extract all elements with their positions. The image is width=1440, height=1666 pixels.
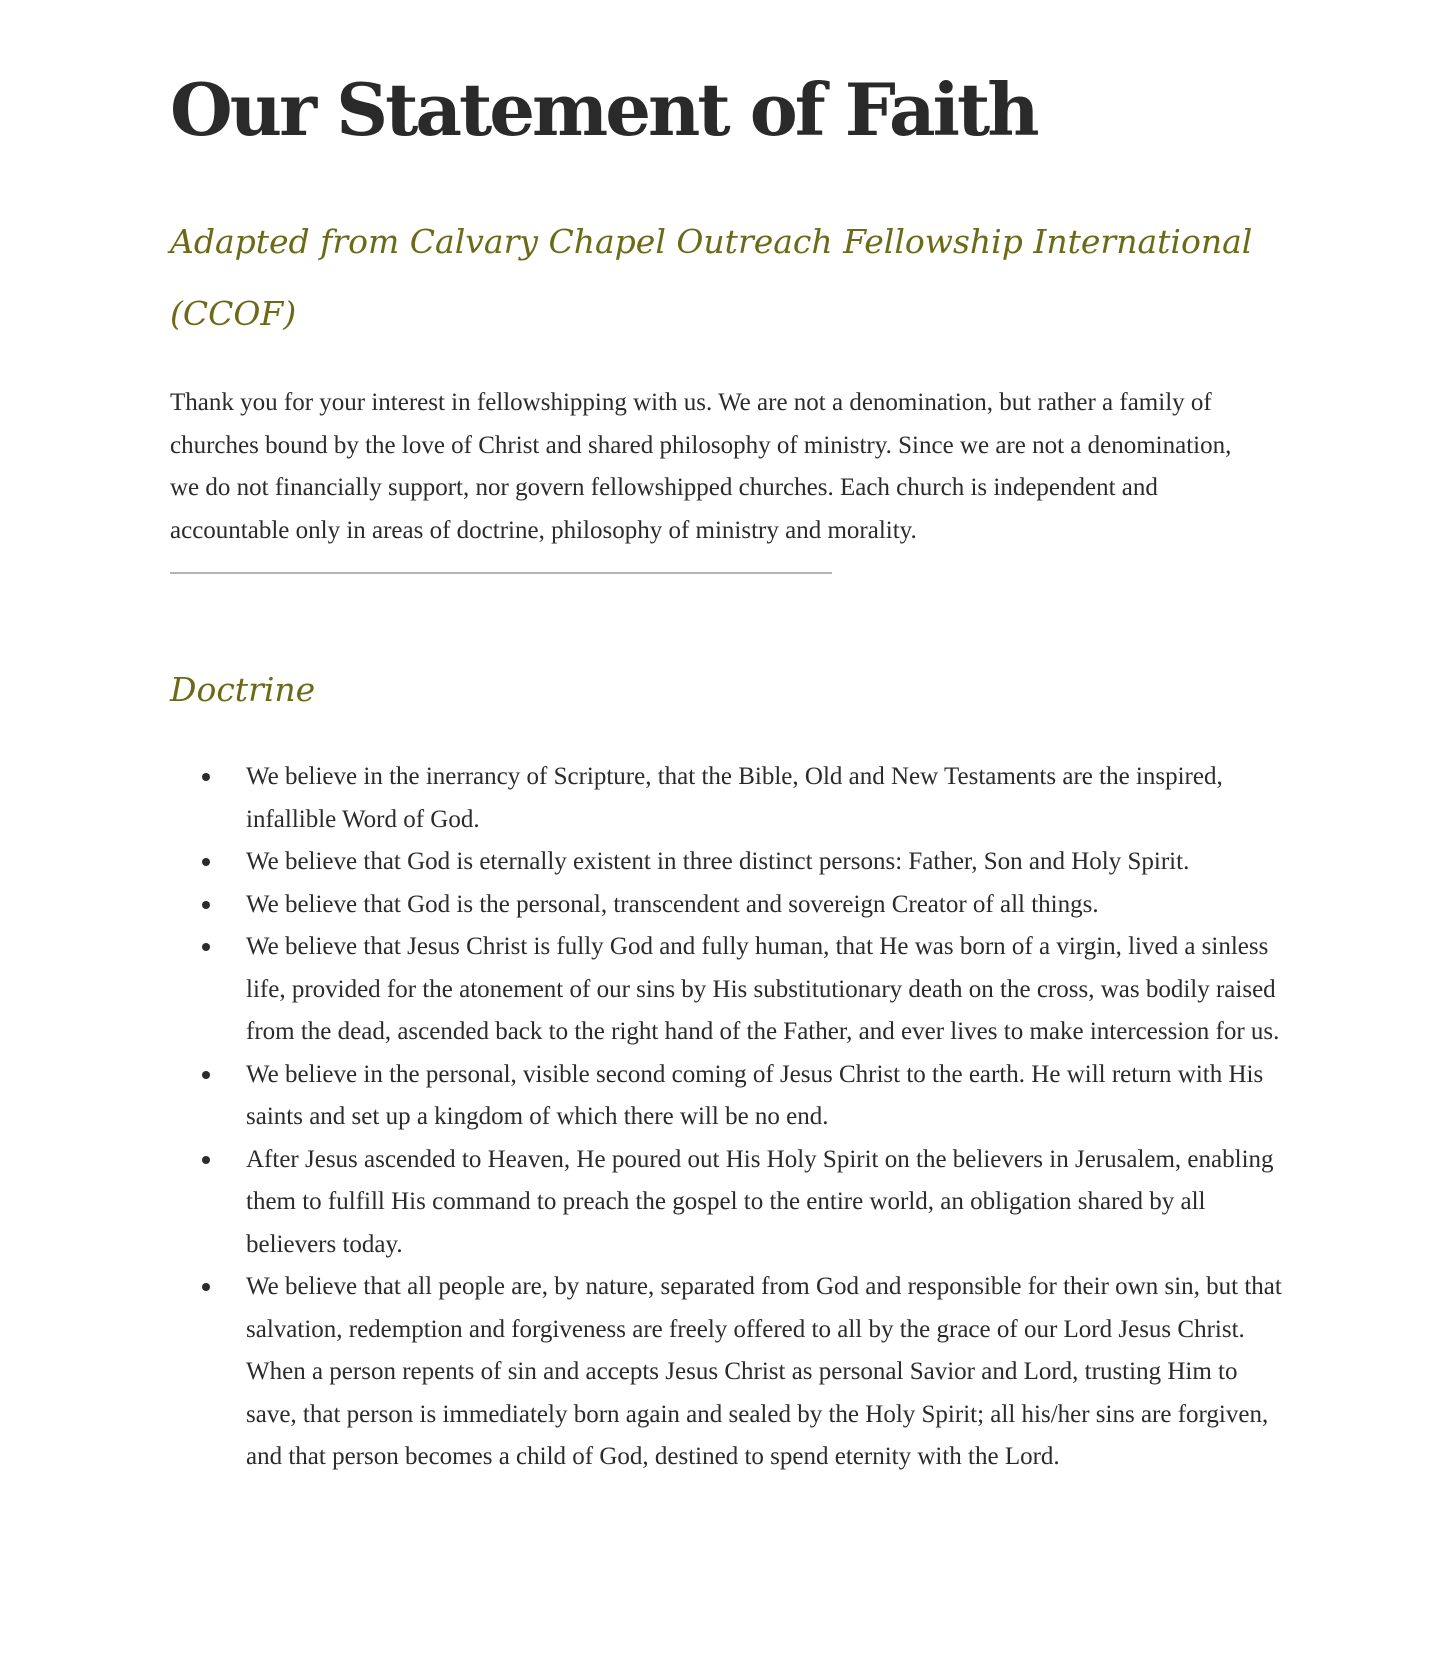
list-item xyxy=(170,1266,1286,1479)
bullet-icon xyxy=(202,773,210,781)
section-divider xyxy=(170,572,832,574)
bullet-icon xyxy=(202,1156,210,1164)
list-item xyxy=(170,1054,1286,1139)
list-item-text: We believe in the personal, visible second coming of Jesus Christ to the earth. He will return with His saints and set up a kingdom of which there will be no end. xyxy=(246,1060,1264,1130)
list-item-text: After Jesus ascended to Heaven, He poured out His Holy Spirit on the believers in Jerusalem, enabling them to fulfill His command to preach the gospel to the entire world, an obligation shared by all believers today. xyxy=(246,1145,1274,1258)
list-item xyxy=(170,926,1286,1054)
bullet-icon xyxy=(202,1071,210,1079)
list-item-text: We believe in the inerrancy of Scripture, that the Bible, Old and New Testaments are the inspired, infallible Word of God. xyxy=(246,763,1223,833)
list-item xyxy=(170,841,1286,884)
page-subtitle: Adapted from Calvary Chapel Outreach Fellowship International (CCOF) xyxy=(170,222,1253,333)
list-item-text: We believe that Jesus Christ is fully God and fully human, that He was born of a virgin, lived a sinless life, provided for the atonement of our sins by His substitutionary death on the cross, was bodily raised from the dead, ascended back to the right hand of the Father, and ever lives to make intercession for us. xyxy=(246,933,1280,1045)
list-item xyxy=(170,756,1286,841)
list-item xyxy=(170,1139,1286,1267)
bullet-icon xyxy=(202,1283,210,1291)
list-item-text: We believe that all people are, by nature, separated from God and responsible for their own sin, but that salvation, redemption and forgiveness are freely offered to all by the grace of our Lord Jesus Christ. When a person repents of sin and accepts Jesus Christ as personal Savior and Lord, trusting Him to save, that person is immediately born again and sealed by the Holy Spirit; all his/her sins are forgiven, and that person becomes a child of God, destined to spend eternity with the Lord. xyxy=(246,1273,1282,1470)
list-item-text: We believe that God is eternally existent in three distinct persons: Father, Son and Holy Spirit. xyxy=(246,848,1190,875)
main-content xyxy=(170,58,1280,1479)
bullet-icon xyxy=(202,858,210,866)
doctrine-list xyxy=(170,756,1280,1479)
intro-paragraph: Thank you for your interest in fellowshipping with us. We are not a denomination, but rather a family of churches bound by the love of Christ and shared philosophy of ministry. Since we are not a denomination, we do not financially support, nor govern fellowshipped churches. Each church is independent and accountable only in areas of doctrine, philosophy of ministry and morality. xyxy=(170,389,1232,544)
bullet-icon xyxy=(202,943,210,951)
bullet-icon xyxy=(202,901,210,909)
list-item-text: We believe that God is the personal, transcendent and sovereign Creator of all things. xyxy=(246,890,1099,918)
list-item xyxy=(170,884,1286,927)
doctrine-heading: Doctrine xyxy=(170,670,316,709)
page-title: Our Statement of Faith xyxy=(170,67,1037,152)
